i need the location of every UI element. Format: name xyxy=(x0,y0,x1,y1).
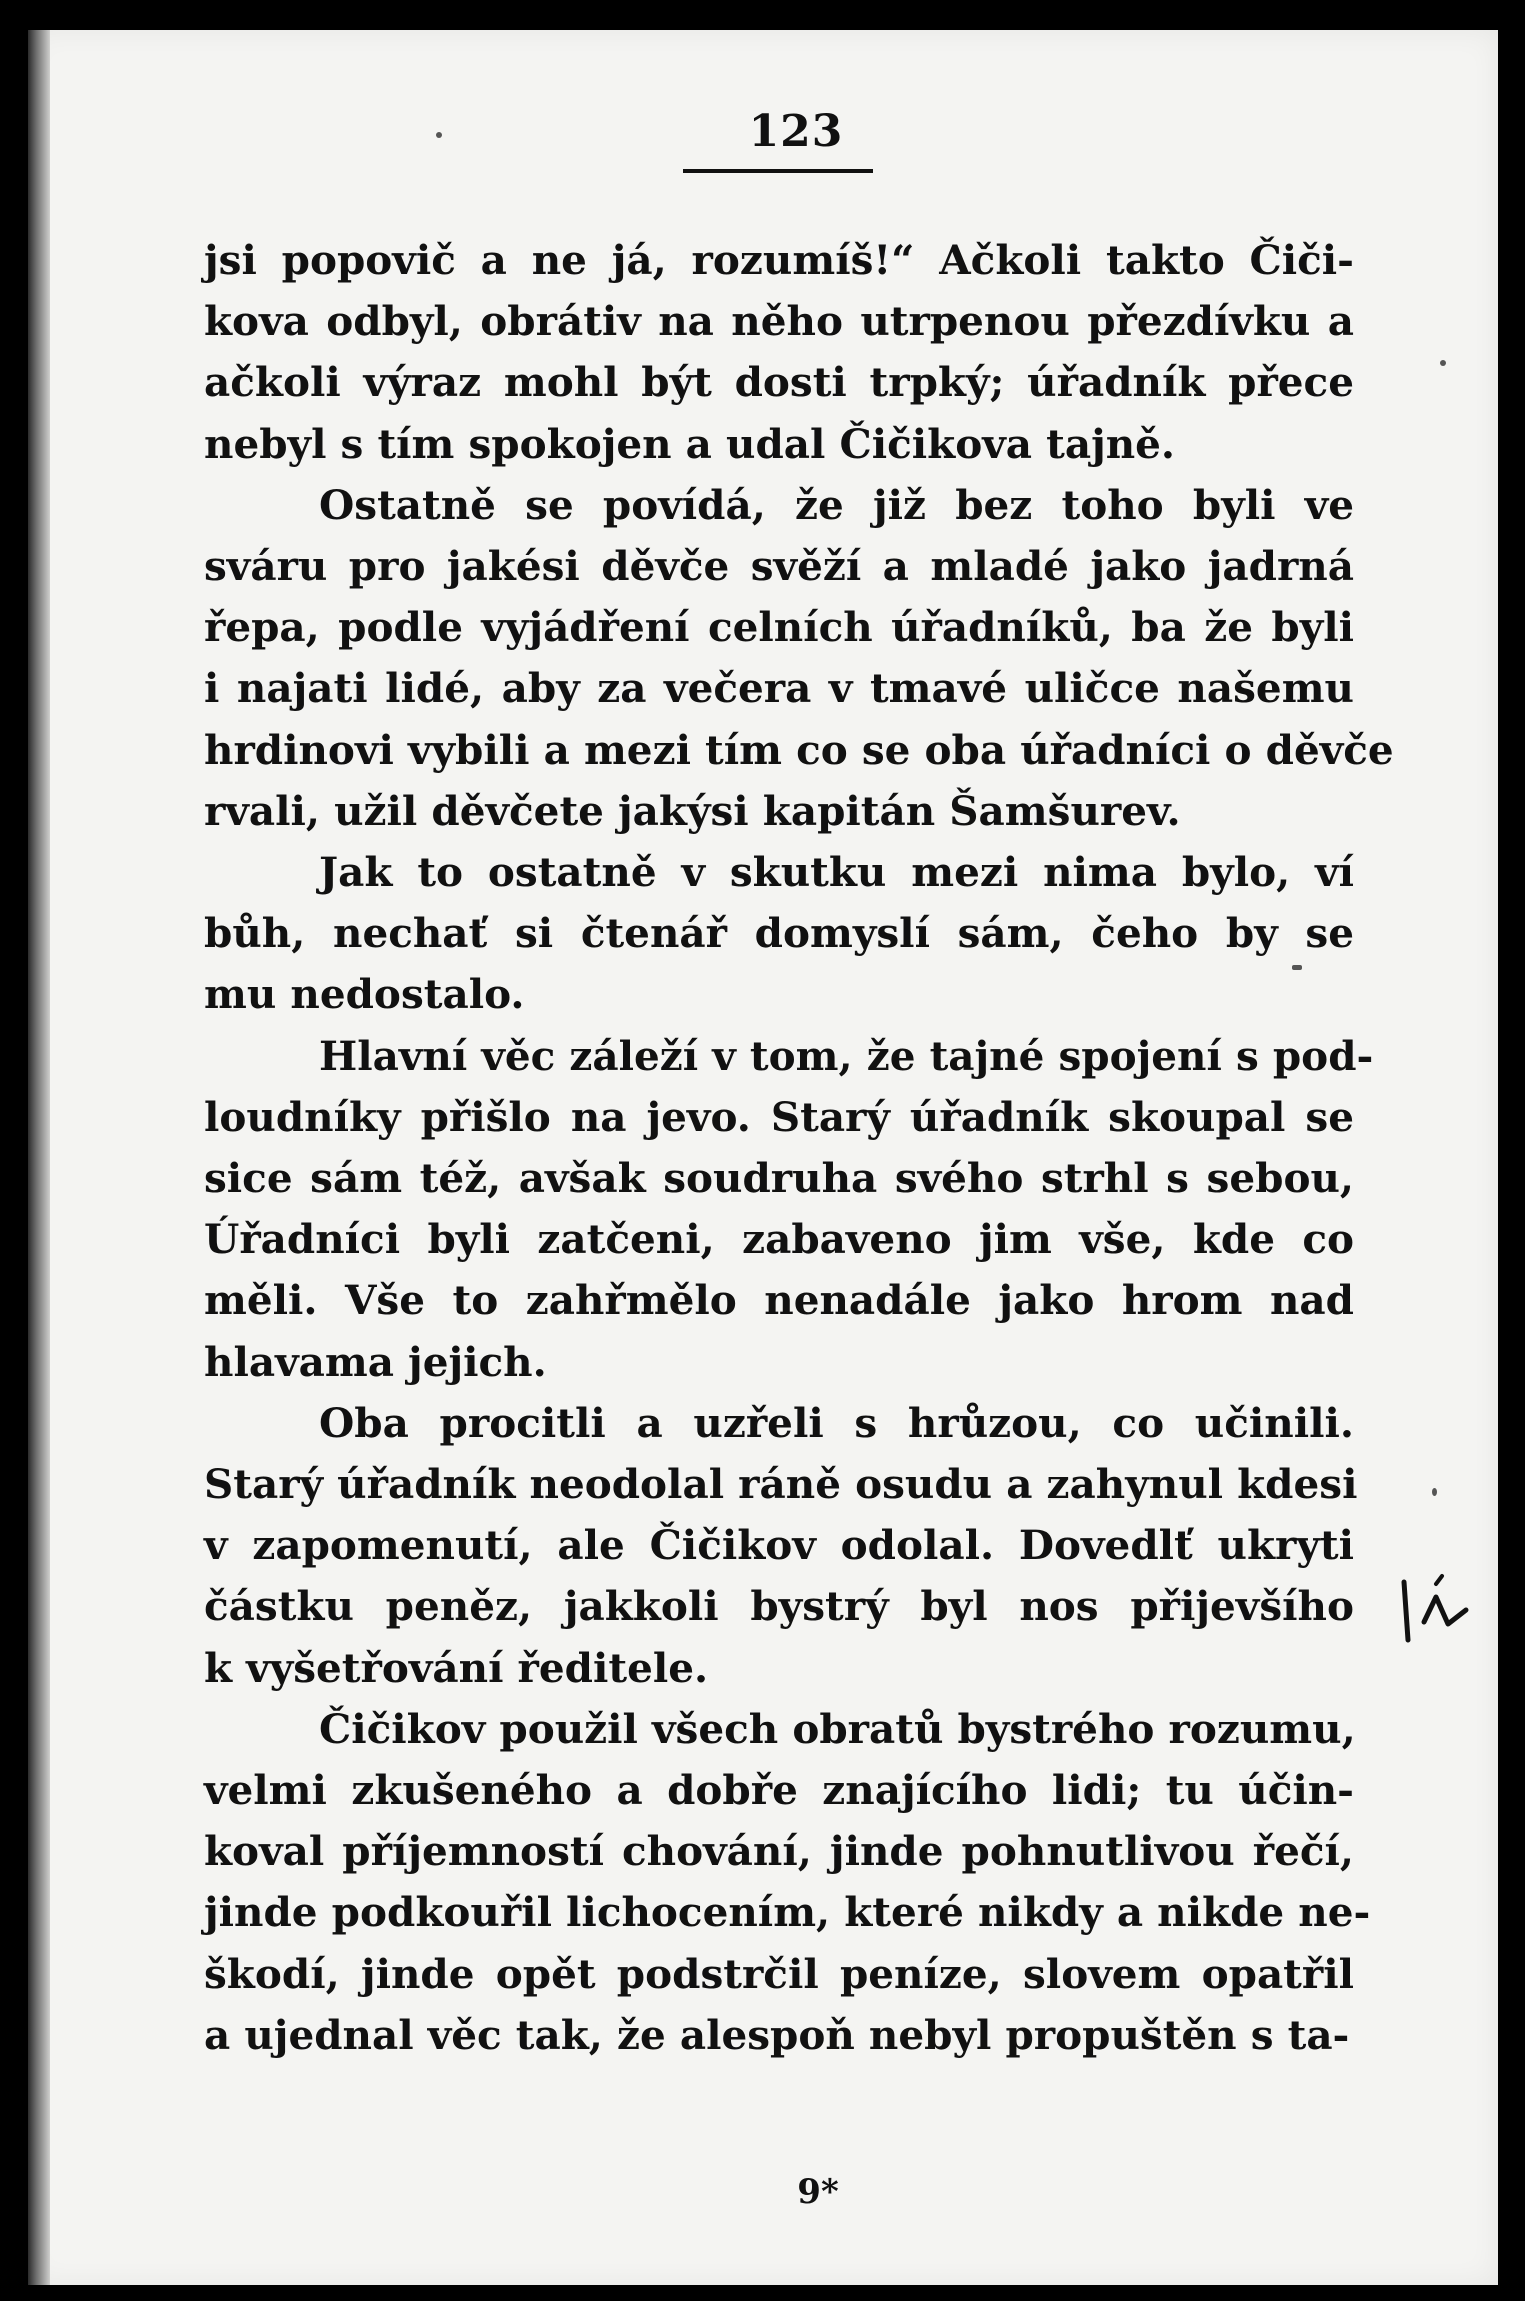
text-line: jinde podkouřil lichocením, které nikdy a nikde ne- xyxy=(204,1888,1371,1937)
text-line: měli. Vše to zahřmělo nenadále jako hrom nad xyxy=(204,1276,1354,1325)
text-line: koval příjemností chování, jinde pohnutlivou řečí, xyxy=(204,1827,1354,1876)
body-text xyxy=(204,230,1394,2066)
text-line: bůh, nechať si čtenář domyslí sám, čeho by se xyxy=(204,909,1354,958)
signature-mark: 9* xyxy=(797,2172,839,2212)
text-line: Jak to ostatně v skutku mezi nima bylo, ví xyxy=(319,848,1354,897)
book-page xyxy=(28,30,1498,2285)
paragraph xyxy=(204,230,1354,475)
text-line: Hlavní věc záleží v tom, že tajné spojení s pod- xyxy=(319,1031,1374,1080)
text-line: v zapomenutí, ale Čičikov odolal. Dovedlť ukryti xyxy=(204,1521,1354,1570)
binding-edge xyxy=(28,30,50,2285)
handwritten-margin-mark xyxy=(1396,1562,1476,1652)
paper-speck xyxy=(1292,965,1302,970)
text-line: nebyl s tím spokojen a udal Čičikova tajně. xyxy=(204,419,1176,468)
text-line: a ujednal věc tak, že alespoň nebyl propuštěn s ta- xyxy=(204,2010,1350,2059)
paragraph xyxy=(204,475,1394,842)
text-line: k vyšetřování ředitele. xyxy=(204,1643,709,1692)
text-line: Čičikov použil všech obratů bystrého rozumu, xyxy=(319,1704,1356,1753)
text-line: loudníky přišlo na jevo. Starý úřadník skoupal se xyxy=(204,1092,1354,1141)
text-line: sice sám též, avšak soudruha svého strhl s sebou, xyxy=(204,1154,1354,1203)
text-line: hlavama jejich. xyxy=(204,1337,547,1386)
text-line: Starý úřadník neodolal ráně osudu a zahynul kdesi xyxy=(204,1460,1358,1509)
text-line: Úřadníci byli zatčeni, zabaveno jim vše, kde co xyxy=(204,1215,1354,1264)
paragraph xyxy=(204,1393,1358,1699)
text-line: sváru pro jakési děvče svěží a mladé jako jadrná xyxy=(204,542,1354,591)
paragraph xyxy=(204,842,1354,1026)
header-rule xyxy=(683,169,873,173)
text-line: Oba procitli a uzřeli s hrůzou, co učinili. xyxy=(319,1398,1354,1447)
text-line: velmi zkušeného a dobře znajícího lidi; tu účin- xyxy=(204,1766,1354,1815)
text-line: řepa, podle vyjádření celních úřadníků, ba že byli xyxy=(204,603,1354,652)
text-line: jsi popovič a ne já, rozumíš!“ Ačkoli takto Čiči- xyxy=(204,236,1354,284)
text-line: ačkoli výraz mohl být dosti trpký; úřadník přece xyxy=(204,358,1354,407)
text-line: rvali, užil děvčete jakýsi kapitán Šamšurev. xyxy=(204,786,1181,835)
text-line: škodí, jinde opět podstrčil peníze, slovem opatřil xyxy=(204,1949,1354,1998)
text-line: Ostatně se povídá, že již bez toho byli ve xyxy=(319,480,1354,529)
text-line: mu nedostalo. xyxy=(204,970,525,1019)
text-line: i najati lidé, aby za večera v tmavé uličce našemu xyxy=(204,664,1354,713)
paragraph xyxy=(204,1026,1374,1393)
text-line: kova odbyl, obrátiv na něho utrpenou přezdívku a xyxy=(204,297,1354,346)
paper-speck xyxy=(1440,360,1446,366)
page-number: 123 xyxy=(748,106,844,157)
text-line: hrdinovi vybili a mezi tím co se oba úřadníci o děvče xyxy=(204,725,1394,774)
paper-speck xyxy=(1432,1488,1437,1496)
paragraph xyxy=(204,1699,1371,2066)
text-line: částku peněz, jakkoli bystrý byl nos přijevšího xyxy=(204,1582,1354,1631)
paper-speck xyxy=(436,132,442,138)
